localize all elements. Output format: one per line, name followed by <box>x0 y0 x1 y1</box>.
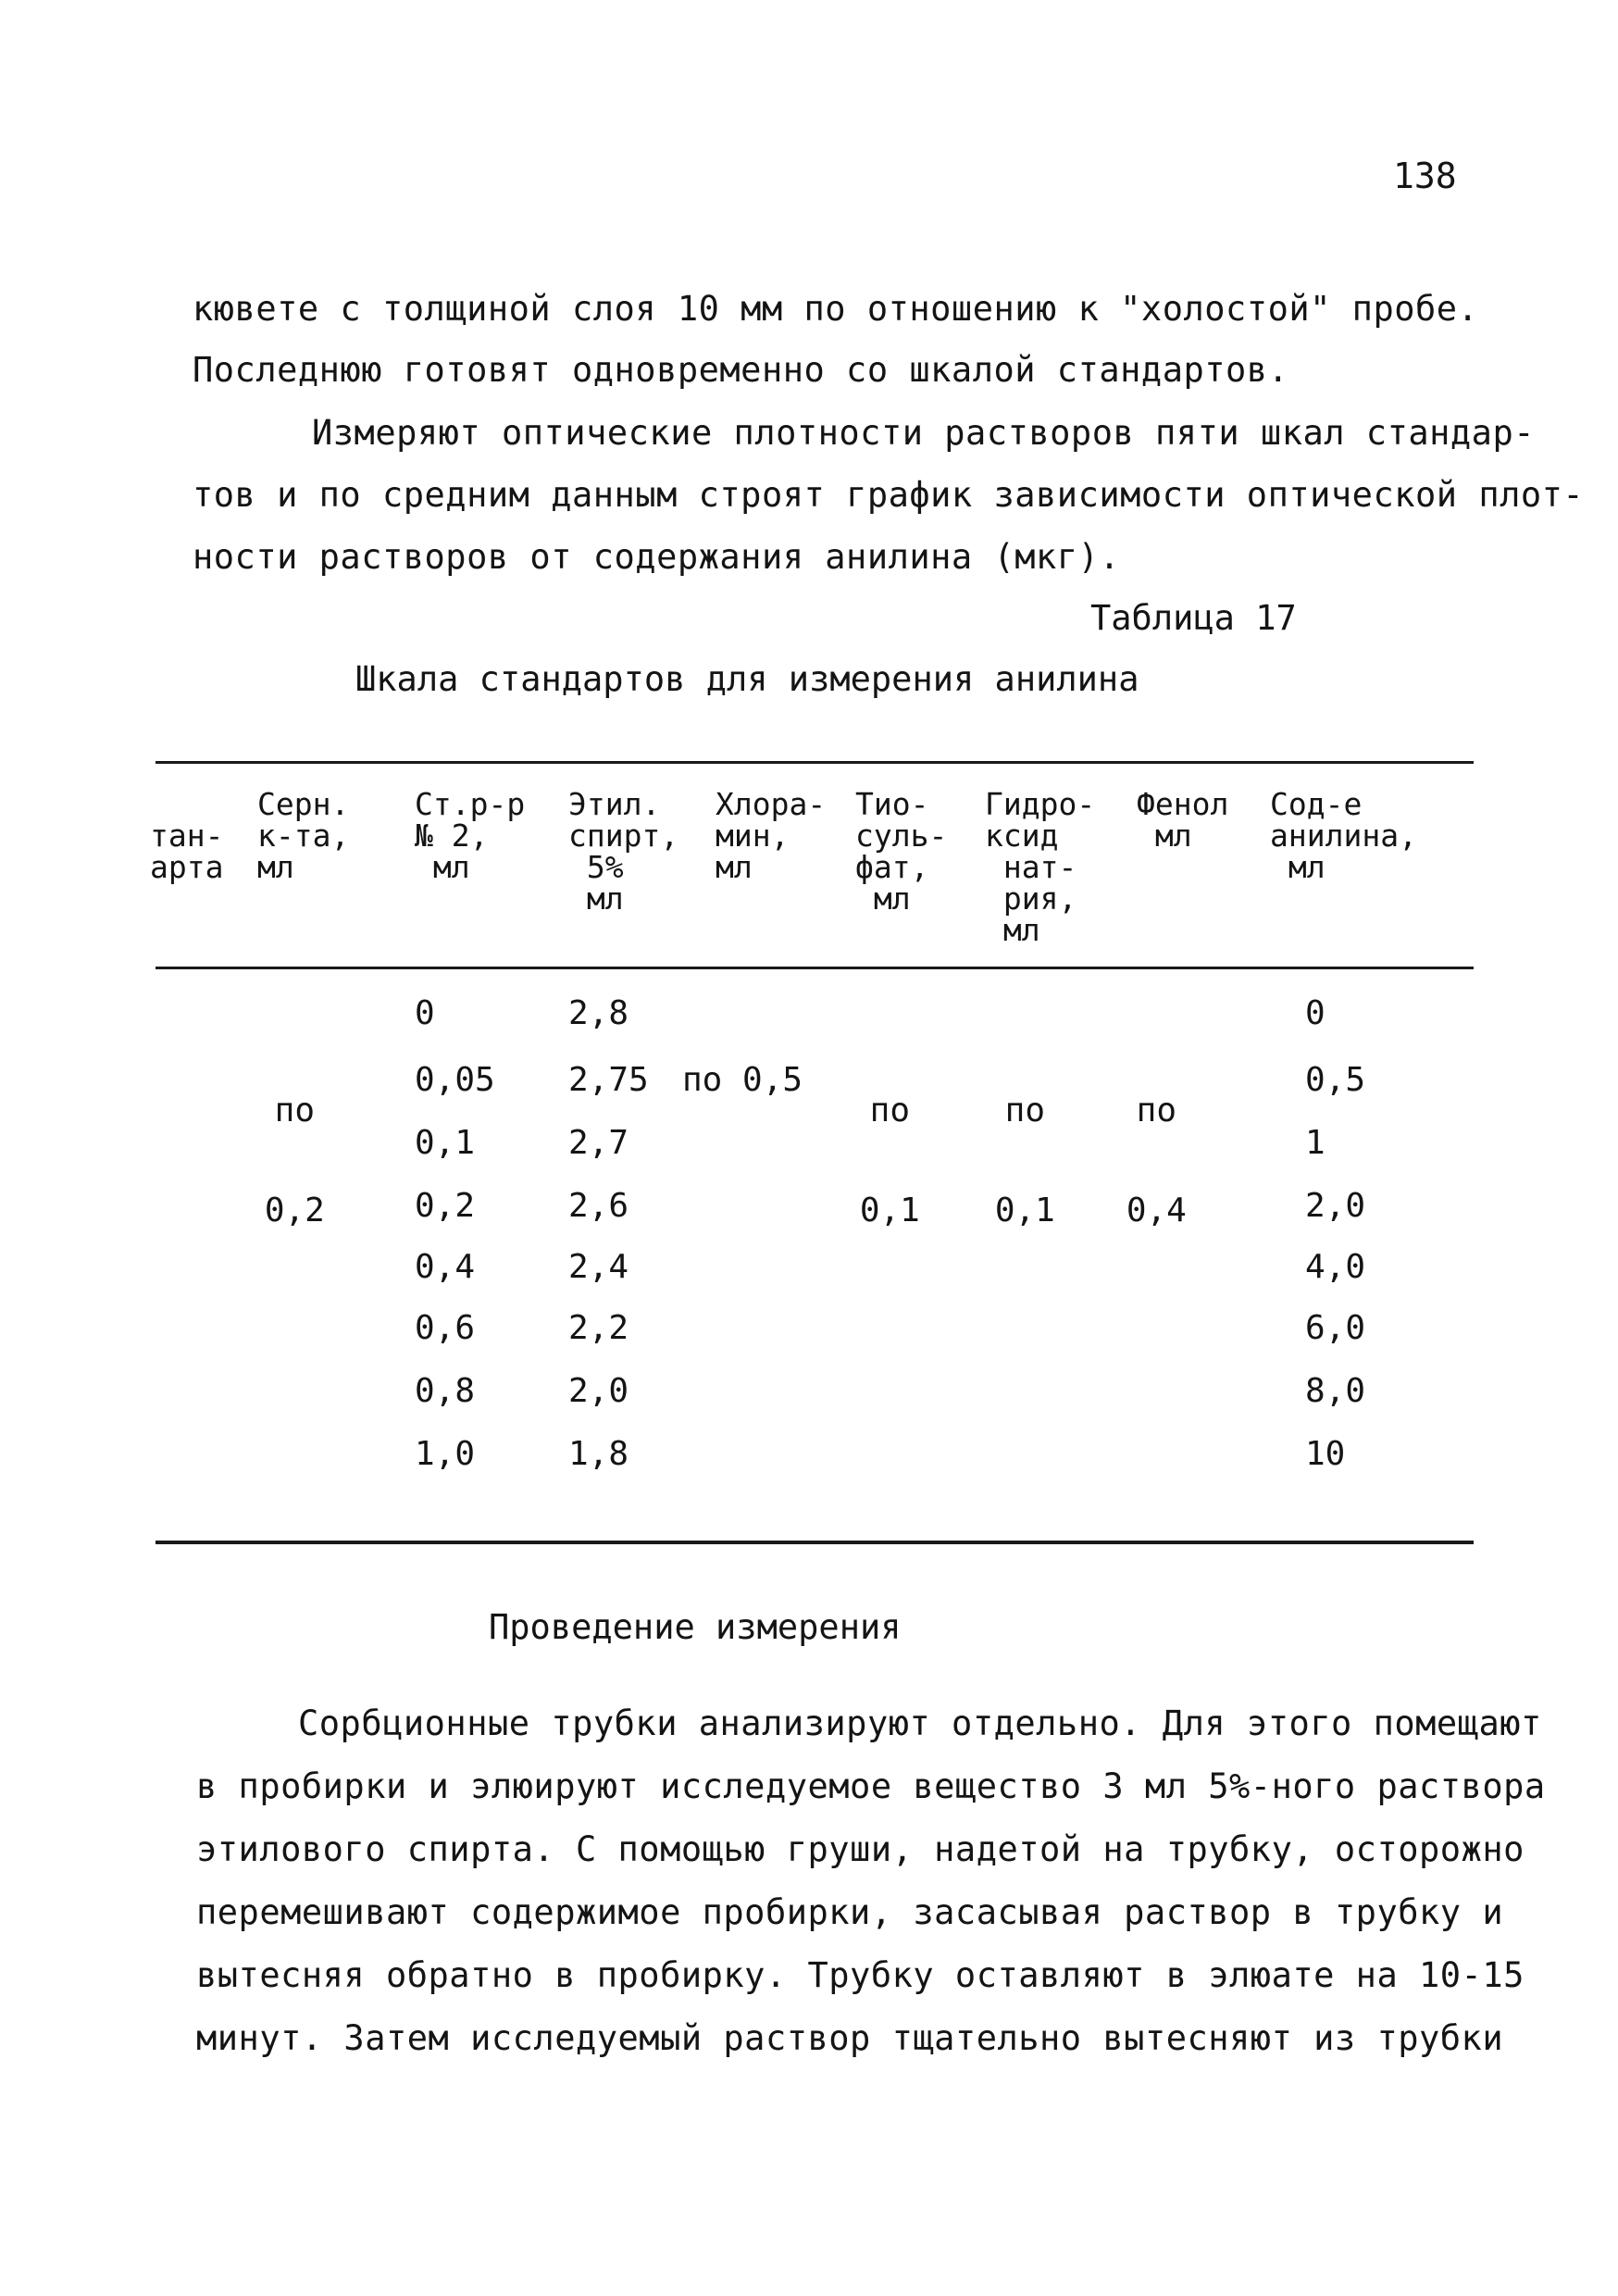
cell-ethanol: 2,8 <box>568 994 629 1032</box>
cell-ethanol: 2,0 <box>568 1372 629 1410</box>
cell-standard-solution: 0 <box>415 994 435 1032</box>
cell-ethanol: 1,8 <box>568 1435 629 1473</box>
cell-ethanol: 2,2 <box>568 1309 629 1347</box>
cell-aniline-content: 1 <box>1305 1124 1326 1162</box>
cell-thiosulfate-shared: по 0,1 <box>859 1092 920 1229</box>
cell-standard-solution: 0,4 <box>415 1248 476 1286</box>
page-number: 138 <box>1393 156 1457 196</box>
cell-aniline-content: 0,5 <box>1305 1061 1366 1099</box>
cell-standard-solution: 0,2 <box>415 1187 476 1225</box>
cell-aniline-content: 2,0 <box>1305 1187 1366 1225</box>
cell-aniline-content: 6,0 <box>1305 1309 1366 1347</box>
header-thiosulfate: Тио- суль- фат, мл <box>855 786 948 917</box>
cell-standard-solution: 0,6 <box>415 1309 476 1347</box>
intro-line-2: Последнюю готовят одновременно со шкалой стандартов. <box>193 350 1289 390</box>
header-standard-number: тан- арта <box>150 817 224 885</box>
cell-chloramine-shared: по 0,5 <box>682 1061 803 1099</box>
intro-line-1: кювете с толщиной слоя 10 мм по отношению к "холостой" пробе. <box>193 289 1479 329</box>
cell-standard-solution: 0,1 <box>415 1124 476 1162</box>
table-label: Таблица 17 <box>1090 598 1297 638</box>
intro-line-3: Измеряют оптические плотности растворов пяти шкал стандар- <box>312 413 1536 453</box>
cell-sulfuric-acid-shared: по 0,2 <box>264 1092 325 1229</box>
cell-aniline-content: 0 <box>1305 994 1326 1032</box>
header-phenol: Фенол мл <box>1137 786 1229 854</box>
table-top-rule <box>156 761 1474 764</box>
section-line-5: вытесняя обратно в пробирку. Трубку оставляют в элюате на 10-15 <box>196 1955 1525 1995</box>
cell-standard-solution: 1,0 <box>415 1435 476 1473</box>
cell-aniline-content: 8,0 <box>1305 1372 1366 1410</box>
section-line-6: минут. Затем исследуемый раствор тщательно вытесняют из трубки <box>196 2018 1504 2058</box>
intro-line-5: ности растворов от содержания анилина (мкг). <box>193 537 1121 577</box>
section-line-3: этилового спирта. С помощью груши, надетой на трубку, осторожно <box>196 1829 1525 1869</box>
section-heading: Проведение измерения <box>489 1607 902 1647</box>
section-line-1: Сорбционные трубки анализируют отдельно. Для этого помещают <box>298 1703 1542 1743</box>
cell-phenol-shared: по 0,4 <box>1126 1092 1187 1229</box>
header-standard-solution: Ст.р-р № 2, мл <box>415 786 526 885</box>
header-ethanol: Этил. спирт, 5% мл <box>568 786 679 917</box>
header-aniline-content: Сод-е анилина, мл <box>1270 786 1417 885</box>
cell-sodium-hydroxide-shared: по 0,1 <box>994 1092 1055 1229</box>
cell-aniline-content: 4,0 <box>1305 1248 1366 1286</box>
cell-ethanol: 2,7 <box>568 1124 629 1162</box>
cell-ethanol: 2,6 <box>568 1187 629 1225</box>
table-title: Шкала стандартов для измерения анилина <box>355 659 1139 699</box>
header-chloramine: Хлора- мин, мл <box>716 786 827 885</box>
header-sulfuric-acid: Серн. к-та, мл <box>257 786 350 885</box>
cell-ethanol: 2,75 <box>568 1061 649 1099</box>
section-line-4: перемешивают содержимое пробирки, засасывая раствор в трубку и <box>196 1892 1504 1932</box>
cell-standard-solution: 0,05 <box>415 1061 495 1099</box>
cell-aniline-content: 10 <box>1305 1435 1346 1473</box>
table-header-rule <box>156 967 1474 969</box>
header-sodium-hydroxide: Гидро- ксид нат- рия, мл <box>985 786 1096 948</box>
intro-line-4: тов и по средним данным строят график зависимости оптической плот- <box>193 475 1585 515</box>
table-bottom-rule <box>156 1541 1474 1544</box>
cell-standard-solution: 0,8 <box>415 1372 476 1410</box>
section-line-2: в пробирки и элюируют исследуемое вещество 3 мл 5%-ного раствора <box>196 1766 1546 1806</box>
cell-ethanol: 2,4 <box>568 1248 629 1286</box>
